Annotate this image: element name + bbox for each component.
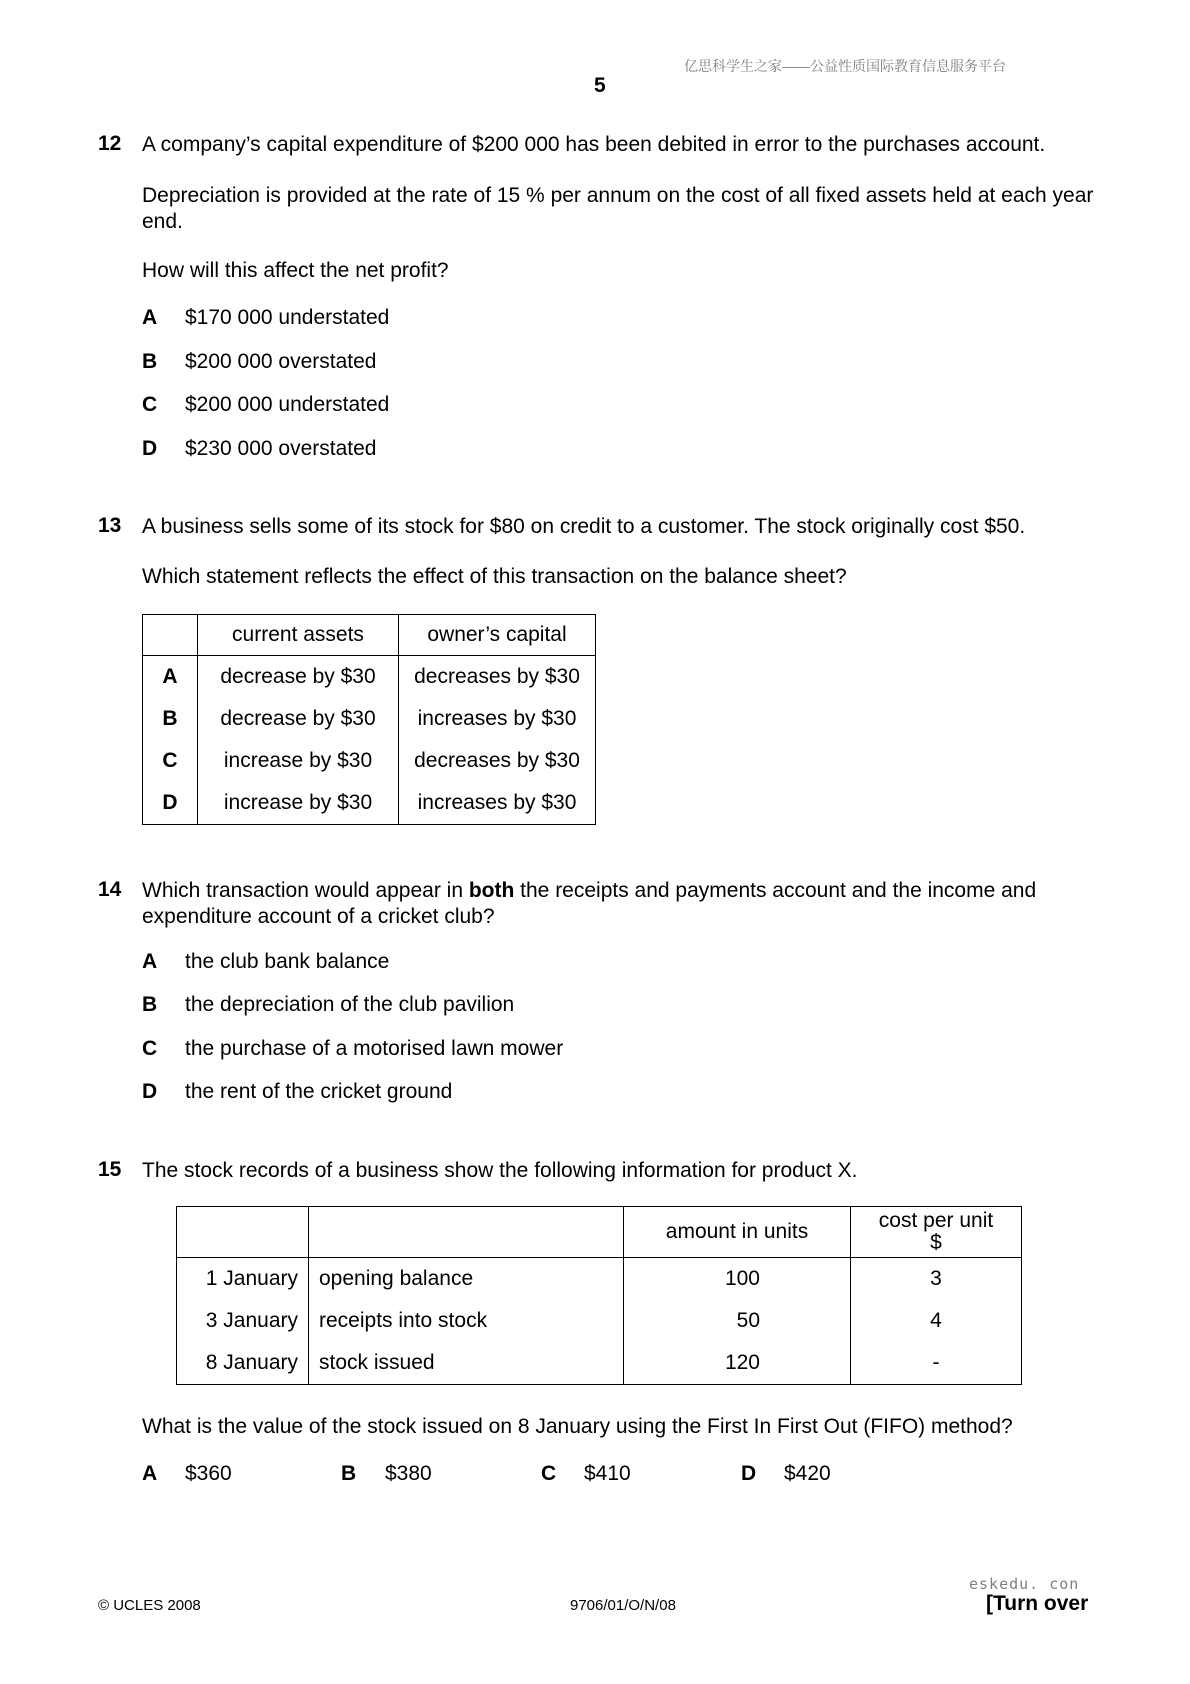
cost-per-unit-label: cost per unit [878, 1209, 994, 1232]
table-cell: 1 January [177, 1258, 309, 1301]
question-text-emphasis: both [468, 879, 515, 902]
stock-records-table [176, 1206, 1022, 1385]
turn-over: [Turn over [986, 1592, 1089, 1615]
question-prompt: What is the value of the stock issued on 8 January using the First In First Out (FIFO) method? [142, 1415, 1013, 1438]
option-text: $410 [584, 1462, 631, 1485]
table-cell: 8 January [177, 1342, 309, 1385]
table-row [143, 656, 596, 699]
table-cell: decreases by $30 [399, 656, 596, 699]
option-letter: B [142, 350, 158, 373]
currency-label: $ [930, 1231, 942, 1254]
table-cell: 50 [624, 1300, 851, 1342]
option-letter: A [142, 306, 158, 329]
table-header-cell [309, 1207, 624, 1258]
table-cell: 4 [851, 1300, 1022, 1342]
option-text: the club bank balance [185, 950, 390, 973]
table-header-cell [851, 1207, 1022, 1258]
option-text: $380 [385, 1462, 432, 1485]
option-letter: D [142, 1080, 158, 1103]
option-letter: A [142, 950, 158, 973]
question-text: Depreciation is provided at the rate of 15 % per annum on the cost of all fixed assets held at each year end. [142, 184, 1094, 233]
option-letter: B [341, 1462, 357, 1485]
question-text [142, 878, 1100, 930]
table-cell: stock issued [309, 1342, 624, 1385]
table-cell: increases by $30 [399, 782, 596, 825]
table-cell: 100 [624, 1258, 851, 1301]
option-text: the depreciation of the club pavilion [185, 993, 515, 1016]
table-header-cell: owner’s capital [399, 615, 596, 656]
header-watermark: 亿思科学生之家——公益性质国际教育信息服务平台 [684, 58, 1006, 74]
option-text: the purchase of a motorised lawn mower [185, 1037, 564, 1060]
question-text-part: Which transaction would appear in [142, 879, 469, 902]
question-text: A company’s capital expenditure of $200 000 has been debited in error to the purchases account. [142, 133, 1046, 156]
table-cell: receipts into stock [309, 1300, 624, 1342]
option-letter: D [741, 1462, 757, 1485]
table-cell: decrease by $30 [198, 656, 399, 699]
footer-watermark: eskedu. con [969, 1575, 1080, 1593]
question-text: The stock records of a business show the following information for product X. [142, 1159, 858, 1182]
table-cell: increase by $30 [198, 740, 399, 782]
table-row [177, 1300, 1022, 1342]
table-cell: 120 [624, 1342, 851, 1385]
paper-code: 9706/01/O/N/08 [570, 1597, 676, 1614]
table-row [177, 1258, 1022, 1301]
table-cell: 3 January [177, 1300, 309, 1342]
option-letter: A [142, 1462, 158, 1485]
question-text: A business sells some of its stock for $80 on credit to a customer. The stock originally cost $50. [142, 515, 1026, 538]
option-letter: C [142, 1037, 158, 1060]
table-row [143, 740, 596, 782]
question-number: 12 [98, 132, 122, 155]
option-text: $200 000 overstated [185, 350, 377, 373]
question-number: 15 [98, 1158, 122, 1181]
question-text-part: the receipts and payments account and the income and expenditure account of a cricket club? [142, 879, 1037, 928]
question-number: 14 [98, 878, 122, 901]
copyright: © UCLES 2008 [98, 1597, 201, 1614]
table-cell: decrease by $30 [198, 698, 399, 740]
question-number: 13 [98, 514, 122, 537]
table-cell: D [143, 782, 198, 825]
option-text: $360 [185, 1462, 232, 1485]
option-text: $200 000 understated [185, 393, 390, 416]
table-cell: increase by $30 [198, 782, 399, 825]
question-prompt: Which statement reflects the effect of this transaction on the balance sheet? [142, 565, 847, 588]
balance-sheet-effect-table [142, 614, 596, 825]
option-letter: C [541, 1462, 557, 1485]
option-letter: B [142, 993, 158, 1016]
table-header-cell [177, 1207, 309, 1258]
table-cell: B [143, 698, 198, 740]
table-cell: 3 [851, 1258, 1022, 1301]
page-number: 5 [594, 74, 606, 97]
table-header-cell: amount in units [624, 1207, 851, 1258]
table-cell: increases by $30 [399, 698, 596, 740]
table-header-cell: current assets [198, 615, 399, 656]
option-letter: C [142, 393, 158, 416]
table-cell: - [851, 1342, 1022, 1385]
table-header-cell [143, 615, 198, 656]
table-cell: C [143, 740, 198, 782]
table-cell: opening balance [309, 1258, 624, 1301]
option-text: $170 000 understated [185, 306, 390, 329]
option-text: $420 [784, 1462, 831, 1485]
option-text: $230 000 overstated [185, 437, 377, 460]
question-prompt: How will this affect the net profit? [142, 259, 449, 282]
table-header-row [143, 615, 596, 656]
table-row [143, 698, 596, 740]
table-row [143, 782, 596, 825]
table-header-row [177, 1207, 1022, 1258]
table-cell: decreases by $30 [399, 740, 596, 782]
option-letter: D [142, 437, 158, 460]
option-text: the rent of the cricket ground [185, 1080, 453, 1103]
table-cell: A [143, 656, 198, 699]
table-row [177, 1342, 1022, 1385]
